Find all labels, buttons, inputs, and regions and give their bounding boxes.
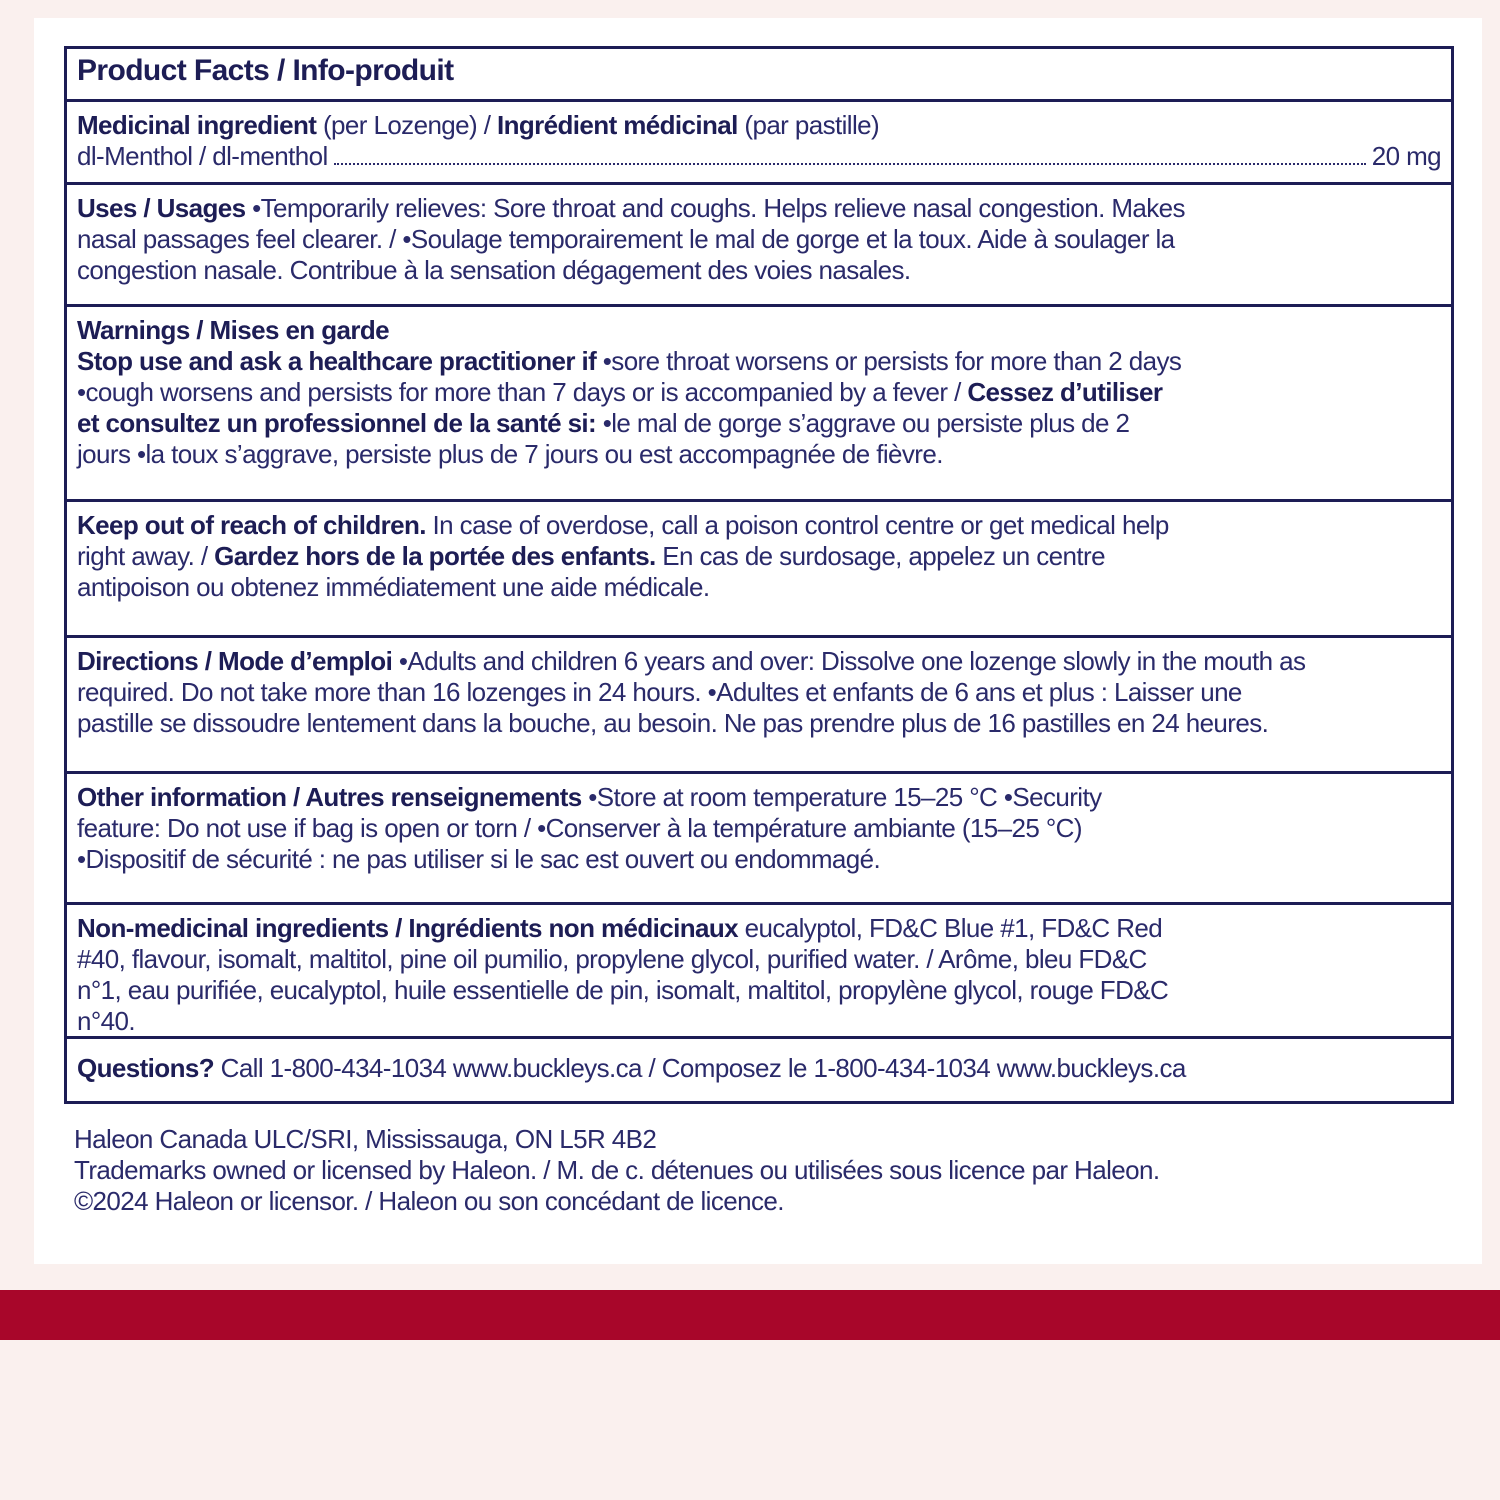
keep-out-heading-fr: Gardez hors de la portée des enfants. — [214, 541, 656, 571]
warnings-stop-en: Stop use and ask a healthcare practitioner if — [77, 346, 597, 376]
directions-heading: Directions / Mode d’emploi — [77, 646, 393, 676]
product-facts-table — [64, 46, 1454, 1104]
directions-text: •Adults and children 6 years and over: Dissolve one lozenge slowly in the mouth as required. Do not take more than 16 lozenges in 24 hours. •Adultes et enfants de 6 ans et plus : Laisser une pastille se dissoudre lentement dans la bouche, au besoin. Ne pas prendre plus de 16 pastilles en 24 heures. — [77, 646, 1306, 738]
keep-out-section — [67, 499, 1451, 635]
footer-copyright: ©2024 Haleon or licensor. / Haleon ou son concédant de licence. — [74, 1186, 784, 1216]
footer-address: Haleon Canada ULC/SRI, Mississauga, ON L5R 4B2 — [74, 1124, 657, 1154]
non-medicinal-heading: Non-medicinal ingredients / Ingrédients non médicinaux — [77, 913, 739, 943]
questions-heading: Questions? — [77, 1053, 215, 1083]
leader-dots — [334, 163, 1366, 165]
questions-text: Call 1-800-434-1034 www.buckleys.ca / Composez le 1-800-434-1034 www.buckleys.ca — [214, 1053, 1186, 1083]
medicinal-unit-fr: (par pastille) — [737, 110, 880, 140]
warnings-section — [67, 304, 1451, 499]
other-info-heading: Other information / Autres renseignements — [77, 782, 582, 812]
uses-heading: Uses / Usages — [77, 193, 246, 223]
uses-section — [67, 182, 1451, 304]
facts-title: Product Facts / Info-produit — [77, 54, 454, 87]
warnings-text-fr: •le mal de gorge s’aggrave ou persiste plus de 2 jours •la toux s’aggrave, persiste plus de 7 jours ou est accompagnée de fièvre. — [77, 408, 1130, 469]
medicinal-label-en: Medicinal ingredient — [77, 110, 317, 140]
footer-trademarks: Trademarks owned or licensed by Haleon. / M. de c. détenues ou utilisées sous licence par Haleon. — [74, 1155, 1160, 1185]
warnings-text-en: •sore throat worsens or persists for more than 2 days •cough worsens and persists for more than 7 days or is accompanied by a fever / — [77, 346, 1182, 407]
other-info-text: •Store at room temperature 15–25 °C •Security feature: Do not use if bag is open or torn / •Conserver à la température ambiante (15–25 °C) •Dispositif de sécurité : ne pas utiliser si le sac est ouvert ou endommagé. — [77, 782, 1102, 874]
questions-section — [67, 1036, 1451, 1101]
keep-out-text-fr: En cas de surdosage, appelez un centre antipoison ou obtenez immédiatement une aide médicale. — [77, 541, 1105, 602]
medicinal-unit-en: (per Lozenge) / — [316, 110, 497, 140]
non-medicinal-section — [67, 902, 1451, 1036]
uses-text: •Temporarily relieves: Sore throat and coughs. Helps relieve nasal congestion. Makes nasal passages feel clearer. / •Soulage temporairement le mal de gorge et la toux. Aide à soulager la congestion nasale. Contribue à la sensation dégagement des voies nasales. — [77, 193, 1185, 285]
ingredient-amount: 20 mg — [1371, 141, 1441, 171]
medicinal-label-fr: Ingrédient médicinal — [496, 110, 738, 140]
medicinal-ingredient-section — [67, 99, 1451, 182]
brand-color-band — [0, 1290, 1500, 1340]
keep-out-heading-en: Keep out of reach of children. — [77, 510, 426, 540]
non-medicinal-text: eucalyptol, FD&C Blue #1, FD&C Red #40, flavour, isomalt, maltitol, pine oil pumilio, propylene glycol, purified water. / Arôme, bleu FD&C n°1, eau purifiée, eucalyptol, huile essentielle de pin, isomalt, maltitol, propylène glycol, rouge FD&C n°40. — [77, 913, 1169, 1036]
warnings-heading: Warnings / Mises en garde — [77, 315, 390, 345]
directions-section — [67, 635, 1451, 771]
ingredient-name: dl-Menthol / dl-menthol — [77, 141, 328, 171]
manufacturer-footer — [74, 1124, 1374, 1217]
keep-out-text-en: In case of overdose, call a poison control centre or get medical help right away. / — [77, 510, 1169, 571]
warnings-stop-fr: Cessez d’utiliser et consultez un professionnel de la santé si: — [77, 377, 1163, 438]
other-information-section — [67, 771, 1451, 902]
